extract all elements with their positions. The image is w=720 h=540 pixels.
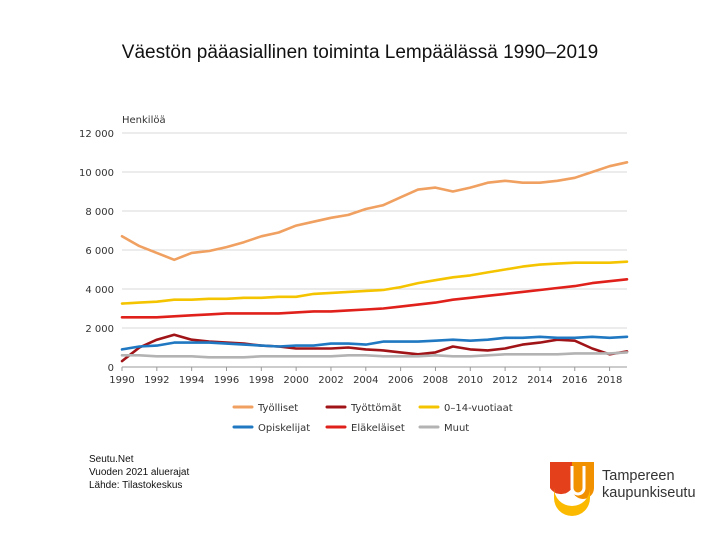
logo-text-line1: Tampereen — [602, 468, 675, 484]
tampereen-kaupunkiseutu-logo — [546, 458, 706, 520]
legend-item — [234, 423, 310, 434]
x-tick-label: 2006 — [387, 375, 414, 386]
y-tick-label: 8 000 — [85, 207, 114, 218]
series-line — [122, 337, 627, 350]
x-tick-label: 1996 — [213, 375, 240, 386]
x-tick-label: 1994 — [178, 375, 205, 386]
legend-item — [420, 403, 513, 414]
legend-label: 0–14-vuotiaat — [444, 403, 513, 414]
x-tick-label: 1990 — [109, 375, 135, 386]
x-tick-label: 1992 — [144, 375, 170, 386]
logo-text-line2: kaupunkiseutu — [602, 485, 696, 501]
x-tick-label: 2018 — [596, 375, 623, 386]
legend-label: Työttömät — [351, 403, 402, 414]
series-line — [122, 262, 627, 304]
y-tick-label: 4 000 — [85, 285, 114, 296]
x-tick-label: 2014 — [527, 375, 553, 386]
legend-label: Opiskelijat — [258, 423, 311, 434]
source-line: Vuoden 2021 aluerajat — [89, 467, 190, 478]
legend-item — [327, 403, 401, 414]
legend-label: Muut — [444, 423, 470, 434]
legend — [234, 403, 513, 434]
grid — [122, 133, 627, 367]
y-tick-label: 12 000 — [79, 129, 114, 140]
logo-mark-icon — [546, 458, 598, 520]
source-note — [89, 453, 189, 492]
x-tick-label: 2004 — [353, 375, 379, 386]
y-tick-label: 10 000 — [79, 168, 114, 179]
x-tick-label: 2008 — [422, 375, 449, 386]
legend-label: Työlliset — [258, 403, 299, 414]
page-title: Väestön pääasiallinen toiminta Lempäälässä 1990–2019 — [121, 42, 599, 63]
legend-label: Eläkeläiset — [351, 423, 405, 434]
source-line: Lähde: Tilastokeskus — [89, 480, 183, 491]
series-lines — [122, 162, 627, 361]
logo-text — [602, 468, 696, 502]
y-tick-label: 6 000 — [85, 246, 114, 257]
y-axis-label: Henkilöä — [122, 115, 166, 126]
legend-item — [234, 403, 298, 414]
x-tick-label: 2016 — [562, 375, 588, 386]
y-tick-label: 0 — [107, 363, 114, 374]
legend-item — [420, 423, 469, 434]
source-line: Seutu.Net — [89, 454, 134, 465]
x-tick-label: 2000 — [283, 375, 309, 386]
series-line — [122, 352, 627, 357]
legend-item — [327, 423, 405, 434]
x-tick-label: 2010 — [457, 375, 484, 386]
x-tick-label: 2012 — [492, 375, 518, 386]
y-tick-label: 2 000 — [85, 324, 114, 335]
x-tick-label: 1998 — [248, 375, 275, 386]
x-tick-label: 2002 — [318, 375, 344, 386]
